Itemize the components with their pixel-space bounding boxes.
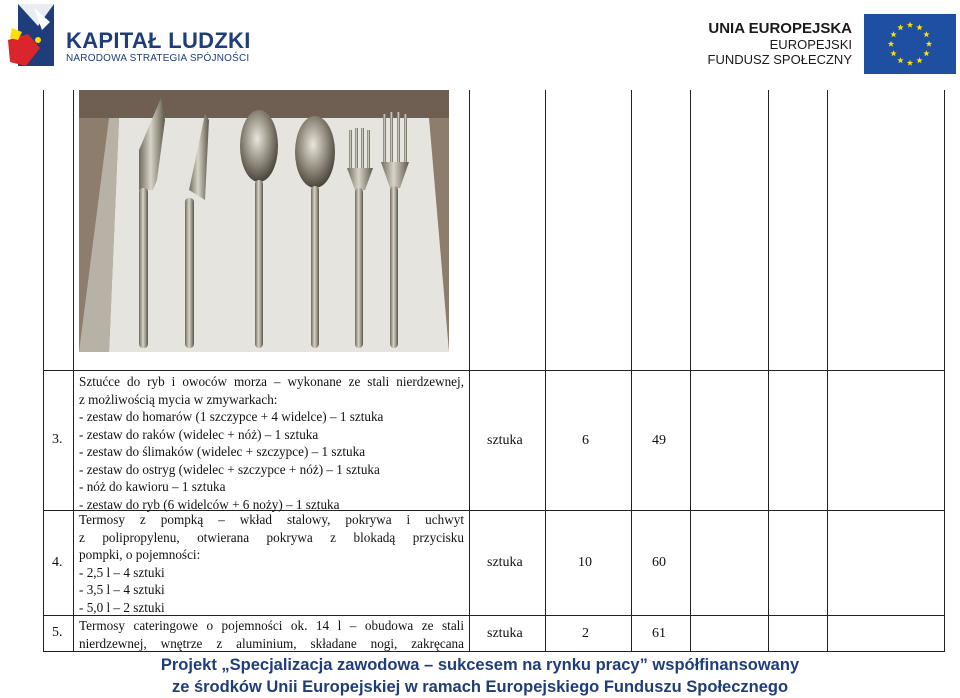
row-description <box>79 617 464 652</box>
description-line: - 2,5 l – 4 sztuki <box>79 564 165 580</box>
page-header <box>0 0 960 86</box>
description-line: - zestaw do ostryg (widelec + szczypce + nóż) – 1 sztuka <box>79 461 380 477</box>
eu-flag-icon <box>864 14 956 74</box>
description-line: - 3,5 l – 4 sztuki <box>79 582 165 597</box>
kapital-ludzki-title: KAPITAŁ LUDZKI <box>66 28 251 53</box>
description-line: - 5,0 l – 2 sztuki <box>79 599 165 615</box>
cutlery-photo <box>79 90 449 352</box>
code-cell: 60 <box>652 555 666 570</box>
description-line: - nóż do kawioru – 1 sztuka <box>79 479 226 494</box>
description-line: - zestaw do ryb (6 widelców + 6 noży) – 1 sztuka <box>79 496 340 512</box>
description-line: z polipropylenu, otwierana pokrywa z blokadą przycisku <box>79 529 464 545</box>
description-line: - zestaw do ślimaków (widelec + szczypce) – 1 sztuka <box>79 444 366 459</box>
code-cell: 49 <box>652 433 666 448</box>
code-cell: 61 <box>652 626 666 641</box>
description-line: nierdzewnej, wnętrze z aluminium, składane nogi, zakręcana <box>79 635 464 651</box>
quantity-cell: 2 <box>582 626 589 641</box>
row-description <box>79 373 464 513</box>
description-line: - zestaw do homarów (1 szczypce + 4 widelce) – 1 sztuka <box>79 409 384 424</box>
unit-cell: sztuka <box>487 555 523 570</box>
kapital-ludzki-logo-icon <box>4 4 56 78</box>
row-number: 4. <box>52 555 63 570</box>
page-footer <box>0 654 960 698</box>
description-line: Sztućce do ryb i owoców morza – wykonane ze stali nierdzewnej, <box>79 374 464 389</box>
quantity-cell: 10 <box>578 555 592 570</box>
description-line: - zestaw do raków (widelec + nóż) – 1 sztuka <box>79 426 319 442</box>
description-line: Termosy z pompką – wkład stalowy, pokrywa i uchwyt <box>79 512 464 527</box>
eu-line-2: EUROPEJSKI <box>769 37 852 52</box>
footer-line-2: ze środków Unii Europejskiej w ramach Europejskiego Funduszu Społecznego <box>171 678 789 696</box>
description-line: Termosy cateringowe o pojemności ok. 14 l – obudowa ze stali <box>79 618 464 633</box>
footer-line-1: Projekt „Specjalizacja zawodowa – sukcesem na rynku pracy” współfinansowany <box>160 656 800 674</box>
eu-line-1: UNIA EUROPEJSKA <box>708 20 852 37</box>
row-description <box>79 511 464 616</box>
description-line: z możliwością mycia w zmywarkach: <box>79 391 278 407</box>
description-line: pompki, o pojemności: <box>79 547 201 562</box>
quantity-cell: 6 <box>582 433 589 448</box>
row-number: 3. <box>52 432 63 447</box>
eu-line-3: FUNDUSZ SPOŁECZNY <box>707 52 852 67</box>
eu-text-block <box>652 20 852 67</box>
unit-cell: sztuka <box>487 433 523 448</box>
unit-cell: sztuka <box>487 626 523 641</box>
row-number: 5. <box>52 625 63 640</box>
kapital-ludzki-subtitle: NARODOWA STRATEGIA SPÓJNOŚCI <box>66 53 250 64</box>
